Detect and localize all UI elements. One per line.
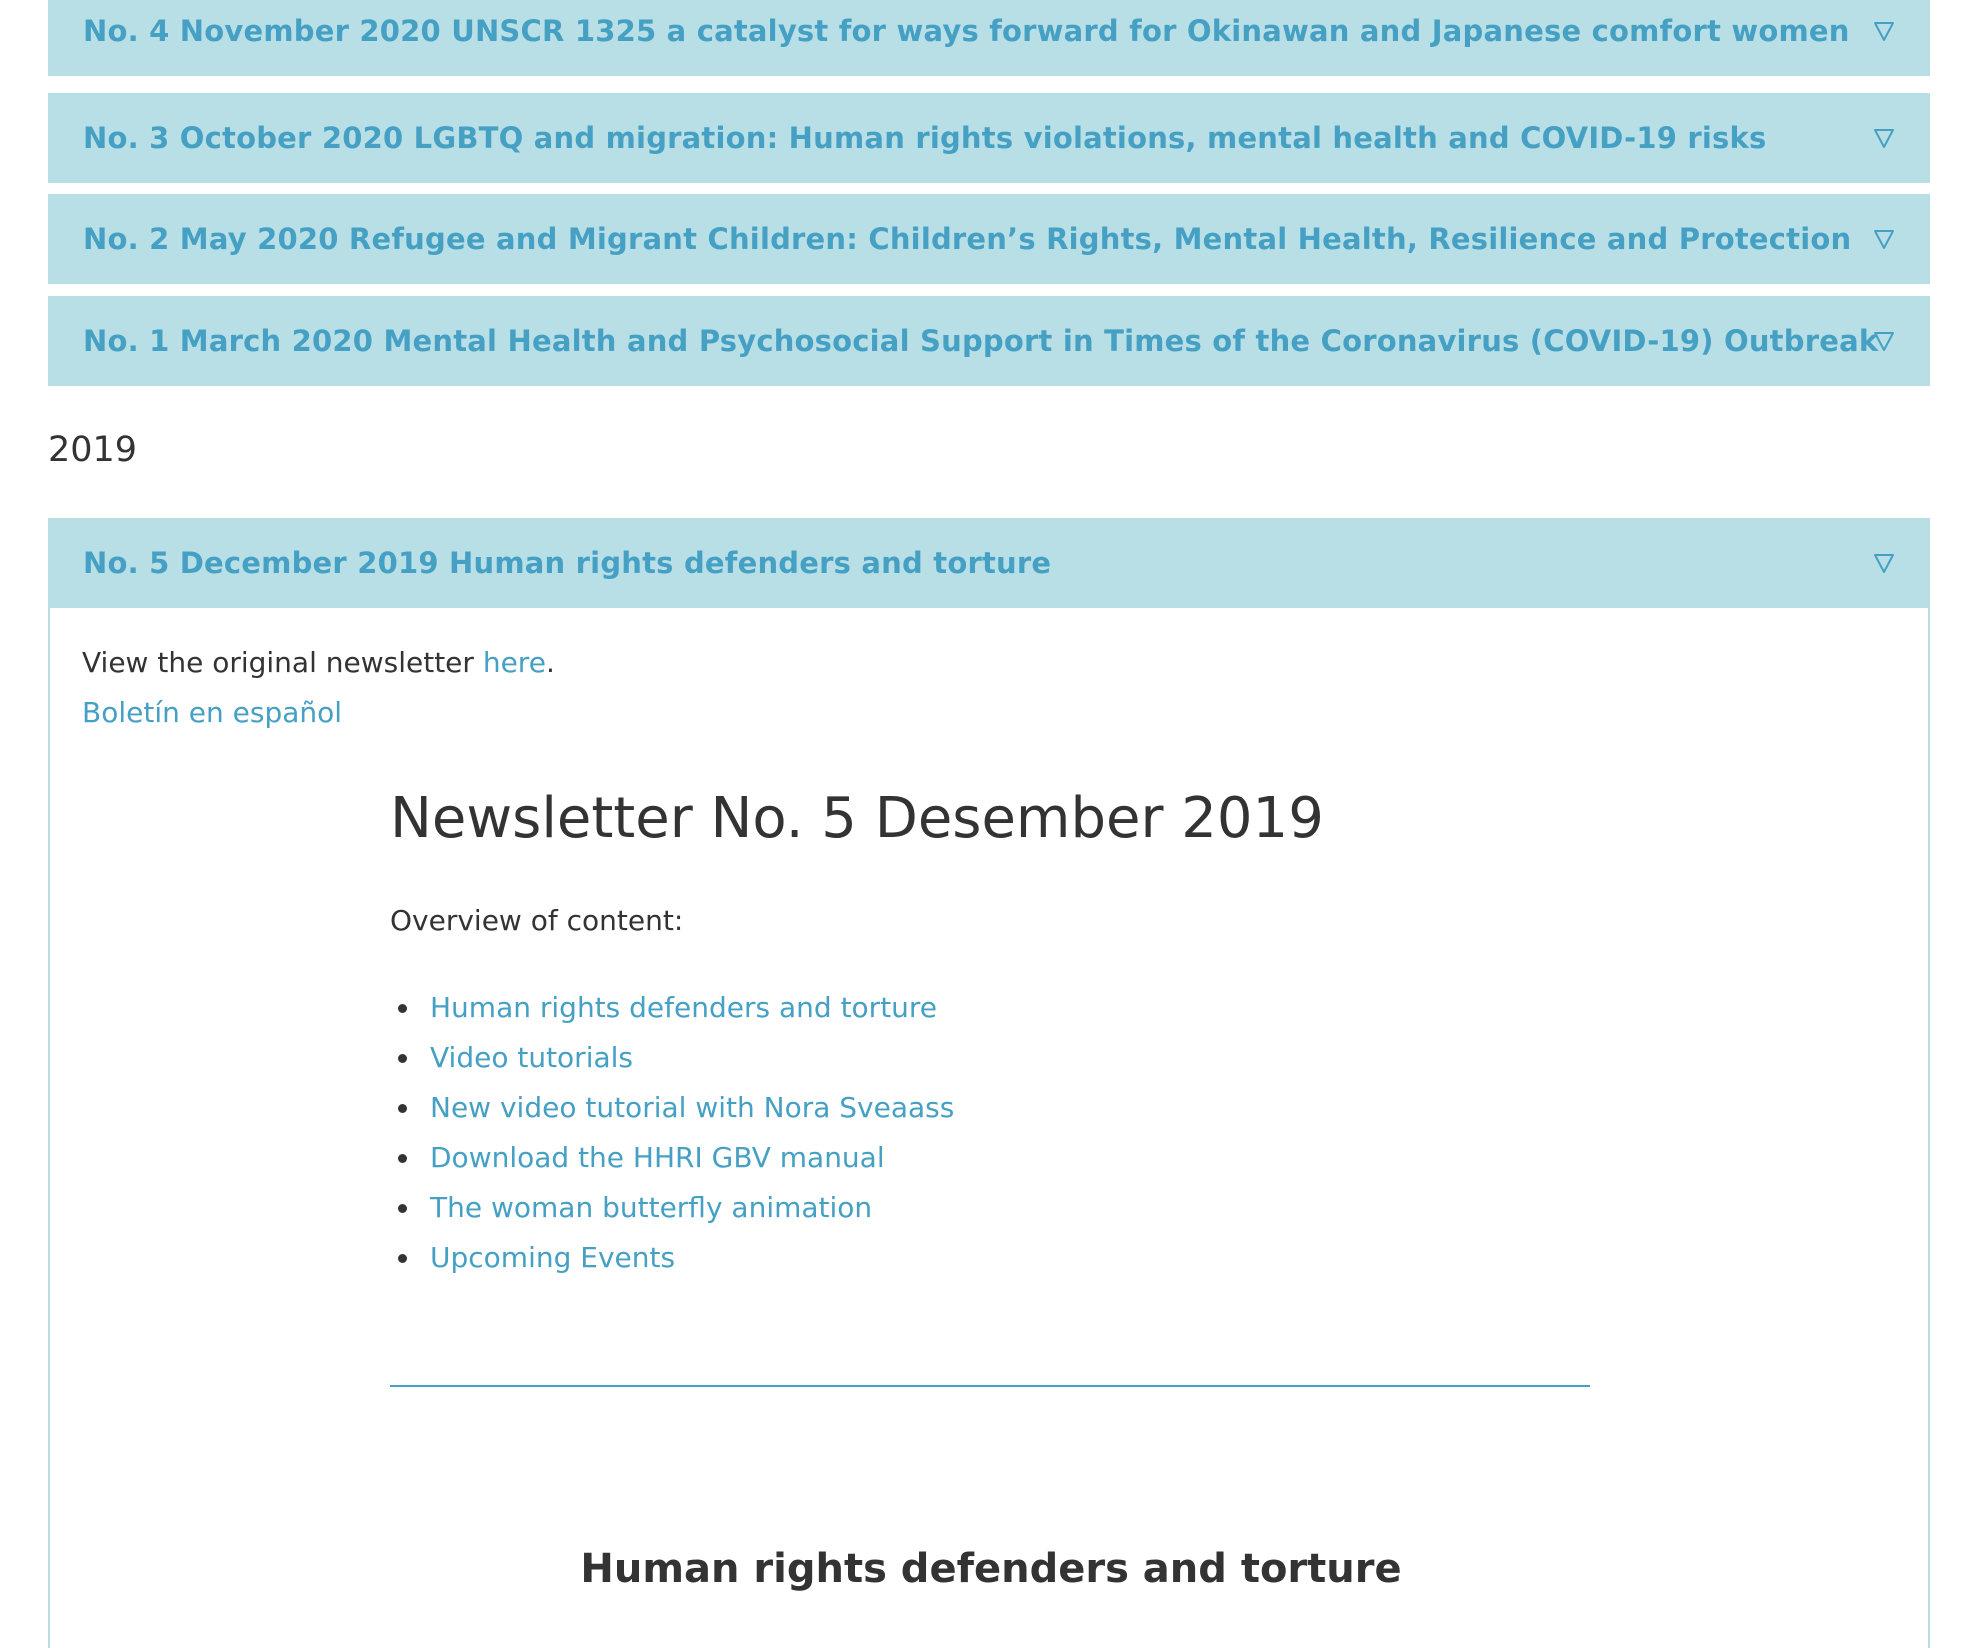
toc-item — [390, 1083, 954, 1133]
bullet-icon — [398, 1254, 407, 1263]
view-original-suffix: . — [545, 646, 555, 679]
toc-link[interactable]: Upcoming Events — [430, 1241, 676, 1274]
view-original-line — [82, 646, 555, 679]
toc-item — [390, 1033, 954, 1083]
accordion-header-2020-no4[interactable] — [48, 0, 1930, 76]
toc-link[interactable]: Download the HHRI GBV manual — [430, 1141, 885, 1174]
chevron-down-icon — [1872, 126, 1896, 150]
accordion-title: No. 4 November 2020 UNSCR 1325 a catalyst for ways forward for Okinawan and Japanese comfort women — [83, 14, 1850, 48]
spanish-line — [82, 696, 342, 729]
bullet-icon — [398, 1154, 407, 1163]
accordion-header-2019-no5[interactable] — [48, 518, 1930, 608]
toc-link[interactable]: Human rights defenders and torture — [430, 991, 938, 1024]
accordion-header-2020-no1[interactable] — [48, 296, 1930, 386]
chevron-down-icon — [1872, 329, 1896, 353]
toc-link[interactable]: The woman butterfly animation — [430, 1191, 873, 1224]
accordion-title: No. 5 December 2019 Human rights defenders and torture — [83, 546, 1052, 580]
toc-list — [390, 983, 954, 1283]
view-original-link[interactable]: here — [482, 646, 546, 679]
bullet-icon — [398, 1104, 407, 1113]
spanish-newsletter-link[interactable]: Boletín en español — [82, 696, 343, 729]
toc-link[interactable]: Video tutorials — [430, 1041, 633, 1074]
bullet-icon — [398, 1004, 407, 1013]
toc-item — [390, 1133, 954, 1183]
view-original-text: View the original newsletter — [82, 646, 483, 679]
section-divider — [390, 1385, 1590, 1387]
toc-item — [390, 983, 954, 1033]
bullet-icon — [398, 1204, 407, 1213]
chevron-down-icon — [1872, 227, 1896, 251]
bullet-icon — [398, 1054, 407, 1063]
accordion-panel-2019-no5 — [48, 608, 1930, 1648]
accordion-header-2020-no3[interactable] — [48, 93, 1930, 183]
accordion-title: No. 2 May 2020 Refugee and Migrant Children: Children’s Rights, Mental Health, Resilience and Protection — [83, 222, 1852, 256]
year-heading-2019: 2019 — [48, 430, 138, 470]
accordion-title: No. 3 October 2020 LGBTQ and migration: Human rights violations, mental health and COVID-19 risks — [83, 121, 1767, 155]
newsletter-title: Newsletter No. 5 Desember 2019 — [390, 786, 1324, 851]
accordion-title: No. 1 March 2020 Mental Health and Psychosocial Support in Times of the Coronavirus (COVID-19) Outbreak — [83, 324, 1879, 358]
toc-item — [390, 1183, 954, 1233]
toc-link[interactable]: New video tutorial with Nora Sveaass — [430, 1091, 955, 1124]
accordion-header-2020-no2[interactable] — [48, 194, 1930, 284]
overview-label: Overview of content: — [390, 904, 684, 937]
toc-item — [390, 1233, 954, 1283]
chevron-down-icon — [1872, 551, 1896, 575]
chevron-down-icon — [1872, 19, 1896, 43]
section-heading: Human rights defenders and torture — [580, 1546, 1402, 1592]
